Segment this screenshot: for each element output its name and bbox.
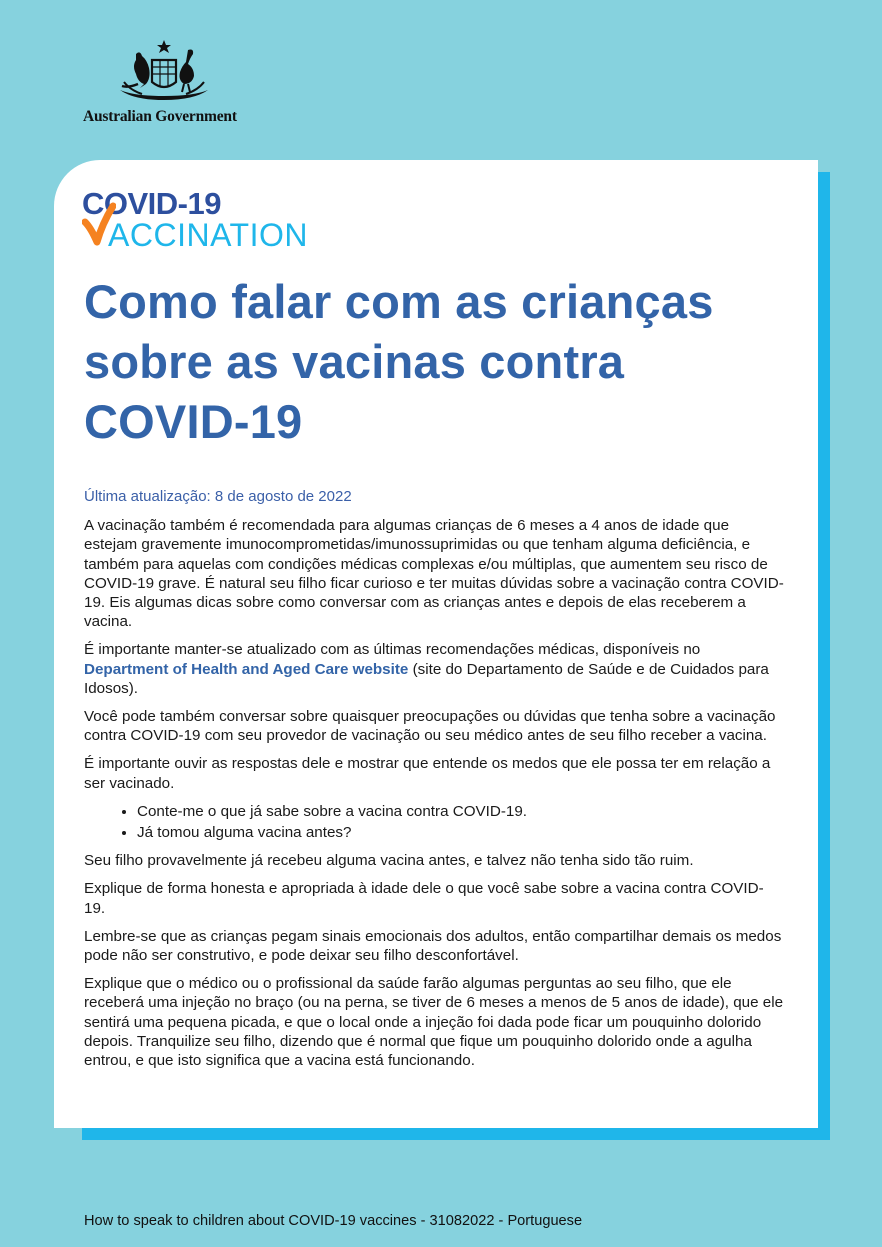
coat-of-arms-icon <box>114 38 214 104</box>
paragraph-intro: A vacinação também é recomendada para algumas crianças de 6 meses a 4 anos de idade que estejam gravemente imunocomprometidas/imunossuprimidas ou que tenham alguma deficiência, e também para aquelas com condições médicas complexas e/ou múltiplas, que aumentem seu risco de COVID-19 grave. É natural seu filho ficar curioso e ter muitas dúvidas sobre a vacinação contra COVID-19. Eis algumas dicas sobre como conversar com as crianças antes e depois de elas receberem a vacina. <box>84 517 784 631</box>
paragraph-recommendations <box>84 640 784 698</box>
list-item: • Conte-me o que já sabe sobre a vacina contra COVID-19. <box>137 802 784 821</box>
paragraph-listen: É importante ouvir as respostas dele e mostrar que entende os medos que ele possa ter em relação a ser vacinado. <box>84 755 771 792</box>
paragraph-explain-honestly: Explique de forma honesta e apropriada à idade dele o que você sabe sobre a vacina contra COVID-19. <box>84 880 764 917</box>
paragraph-explain-injection: Explique que o médico ou o profissional da saúde farão algumas perguntas ao seu filho, que ele receberá uma injeção no braço (ou na perna, se tiver de 6 meses a menos de 5 anos de idade), que ele sentirá uma pequena picada, e que o local onde a injeção foi dada pode ficar um pouquinho dolorido depois. Tranquilize seu filho, dizendo que é normal que fique um pouquinho dolorido onde a agulha entrou, e que isto significa que a vacina está funcionando. <box>84 975 784 1070</box>
logo-line-vaccination-text: ACCINATION <box>108 217 308 253</box>
footer-document-id: How to speak to children about COVID-19 vaccines - 31082022 - Portuguese <box>84 1213 583 1229</box>
paragraph-emotional-cues: Lembre-se que as crianças pegam sinais emocionais dos adultos, então compartilhar demais os medos pode não ser construtivo, e pode deixar seu filho desconfortável. <box>84 927 782 965</box>
last-updated: Última atualização: 8 de agosto de 2022 <box>84 488 352 505</box>
page-title: Como falar com as crianças sobre as vacinas contra COVID-19 <box>84 275 714 448</box>
department-website-link[interactable]: Department of Health and Aged Care website <box>84 660 409 678</box>
checkmark-v-icon <box>82 202 116 250</box>
paragraph-talk-provider: Você pode também conversar sobre quaisquer preocupações ou dúvidas que tenha sobre a vacinação contra COVID-19 com seu provedor de vacinação ou seu médico antes de seu filho receber a vacina. <box>84 708 776 745</box>
document-body <box>84 487 784 1079</box>
logo-line-covid: COVID-19 <box>82 186 221 221</box>
paragraph-recommendations-after: (site do Departamento de Saúde e de Cuidados para Idosos). <box>84 660 769 697</box>
paragraph-previous-vaccines: Seu filho provavelmente já recebeu alguma vacina antes, e talvez não tenha sido tão ruim. <box>84 852 694 870</box>
government-name: Australian Government <box>83 108 237 125</box>
paragraph-recommendations-before: É importante manter-se atualizado com as últimas recomendações médicas, disponíveis no <box>84 641 701 659</box>
covid-vaccination-logo <box>82 188 322 252</box>
question-list <box>84 802 784 842</box>
list-item: • Já tomou alguma vacina antes? <box>137 823 784 842</box>
